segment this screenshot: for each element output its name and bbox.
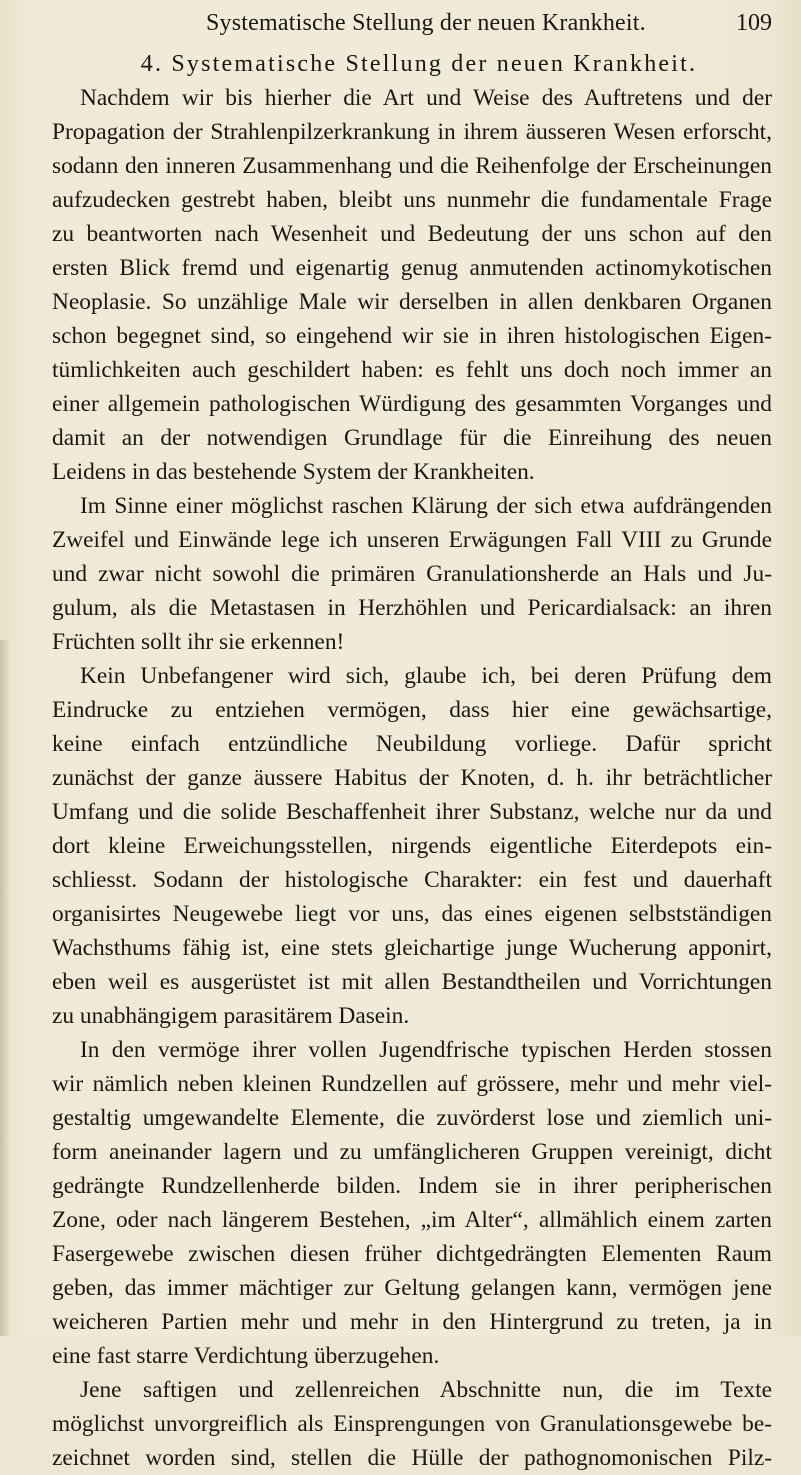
text-line: weicheren Partien mehr und mehr in den Hintergrund zu treten, ja in (52, 1309, 772, 1335)
text-line: möglichst unvorgreiflich als Einsprengungen von Granulationsgewebe be- (52, 1411, 772, 1437)
text-line: organisirtes Neugewebe liegt vor uns, das eines eigenen selbstständigen (52, 901, 772, 927)
text-line: und zwar nicht sowohl die primären Granulationsherde an Hals und Ju- (52, 561, 772, 587)
text-line: schliesst. Sodann der histologische Charakter: ein fest und dauerhaft (52, 867, 772, 893)
text-line: Jene saftigen und zellenreichen Abschnitte nun, die im Texte (80, 1377, 772, 1403)
text-line: Zone, oder nach längerem Bestehen, „im Alter“, allmählich einem zarten (52, 1207, 772, 1233)
running-title: Systematische Stellung der neuen Krankheit. (206, 10, 646, 36)
paragraph-list (52, 81, 772, 1475)
text-line: Fasergewebe zwischen diesen früher dichtgedrängten Elementen Raum (52, 1241, 772, 1267)
section-heading: 4. Systematische Stellung der neuen Krankheit. (140, 51, 698, 77)
text-line: Propagation der Strahlenpilzerkrankung in ihrem äusseren Wesen erforscht, (52, 119, 772, 145)
page-edge-shadow (0, 640, 10, 1336)
text-line: tümlichkeiten auch geschildert haben: es fehlt uns doch noch immer an (52, 357, 772, 383)
text-line: sodann den inneren Zusammenhang und die Reihenfolge der Erscheinungen (52, 153, 772, 179)
text-line: eben weil es ausgerüstet ist mit allen Bestandtheilen und Vorrichtungen (52, 969, 772, 995)
text-line: zunächst der ganze äussere Habitus der Knoten, d. h. ihr beträchtlicher (52, 765, 772, 791)
text-line: dort kleine Erweichungsstellen, nirgends eigentliche Eiterdepots ein- (52, 833, 772, 859)
page-number: 109 (736, 10, 772, 36)
body-text (52, 47, 772, 1475)
paragraph (52, 489, 772, 659)
paragraph (52, 81, 772, 489)
text-line: gulum, als die Metastasen in Herzhöhlen und Pericardialsack: an ihren (52, 595, 772, 621)
text-line: Früchten sollt ihr sie erkennen! (52, 629, 345, 655)
text-line: ersten Blick fremd und eigenartig genug anmutenden actinomykotischen (52, 255, 772, 281)
text-line: In den vermöge ihrer vollen Jugendfrische typischen Herden stossen (80, 1037, 772, 1063)
text-line: form aneinander lagern und zu umfänglicheren Gruppen vereinigt, dicht (52, 1139, 772, 1165)
text-line: Kein Unbefangener wird sich, glaube ich, bei deren Prüfung dem (80, 663, 772, 689)
paragraph (52, 1373, 772, 1475)
text-line: gedrängte Rundzellenherde bilden. Indem sie in ihrer peripherischen (52, 1173, 772, 1199)
text-line: Im Sinne einer möglichst raschen Klärung der sich etwa aufdrängenden (80, 493, 772, 519)
text-line: damit an der notwendigen Grundlage für die Einreihung des neuen (52, 425, 772, 451)
running-head (52, 8, 772, 44)
text-line: Neoplasie. So unzählige Male wir derselben in allen denkbaren Organen (52, 289, 772, 315)
text-line: Wachsthums fähig ist, eine stets gleichartige junge Wucherung apponirt, (52, 935, 772, 961)
text-line: gestaltig umgewandelte Elemente, die zuvörderst lose und ziemlich uni- (52, 1105, 772, 1131)
text-line: zeichnet worden sind, stellen die Hülle der pathognomonischen Pilz- (52, 1445, 772, 1471)
text-line: Eindrucke zu entziehen vermögen, dass hier eine gewächsartige, (52, 697, 772, 723)
text-line: einer allgemein pathologischen Würdigung des gesammten Vorganges und (52, 391, 772, 417)
text-line: aufzudecken gestrebt haben, bleibt uns nunmehr die fundamentale Frage (52, 187, 772, 213)
text-line: Zweifel und Einwände lege ich unseren Erwägungen Fall VIII zu Grunde (52, 527, 772, 553)
text-line: Umfang und die solide Beschaffenheit ihrer Substanz, welche nur da und (52, 799, 772, 825)
text-line: wir nämlich neben kleinen Rundzellen auf grössere, mehr und mehr viel- (52, 1071, 772, 1097)
text-line: keine einfach entzündliche Neubildung vorliege. Dafür spricht (52, 731, 772, 757)
paragraph (52, 1033, 772, 1373)
text-line: geben, das immer mächtiger zur Geltung gelangen kann, vermögen jene (52, 1275, 772, 1301)
paragraph (52, 659, 772, 1033)
text-line: Nachdem wir bis hierher die Art und Weise des Auftretens und der (80, 85, 772, 111)
text-line: Leidens in das bestehende System der Krankheiten. (52, 459, 535, 485)
text-line: eine fast starre Verdichtung überzugehen. (52, 1343, 440, 1369)
text-line: schon begegnet sind, so eingehend wir sie in ihren histologischen Eigen- (52, 323, 772, 349)
text-line: zu beantworten nach Wesenheit und Bedeutung der uns schon auf den (52, 221, 772, 247)
text-line: zu unabhängigem parasitärem Dasein. (52, 1003, 410, 1029)
